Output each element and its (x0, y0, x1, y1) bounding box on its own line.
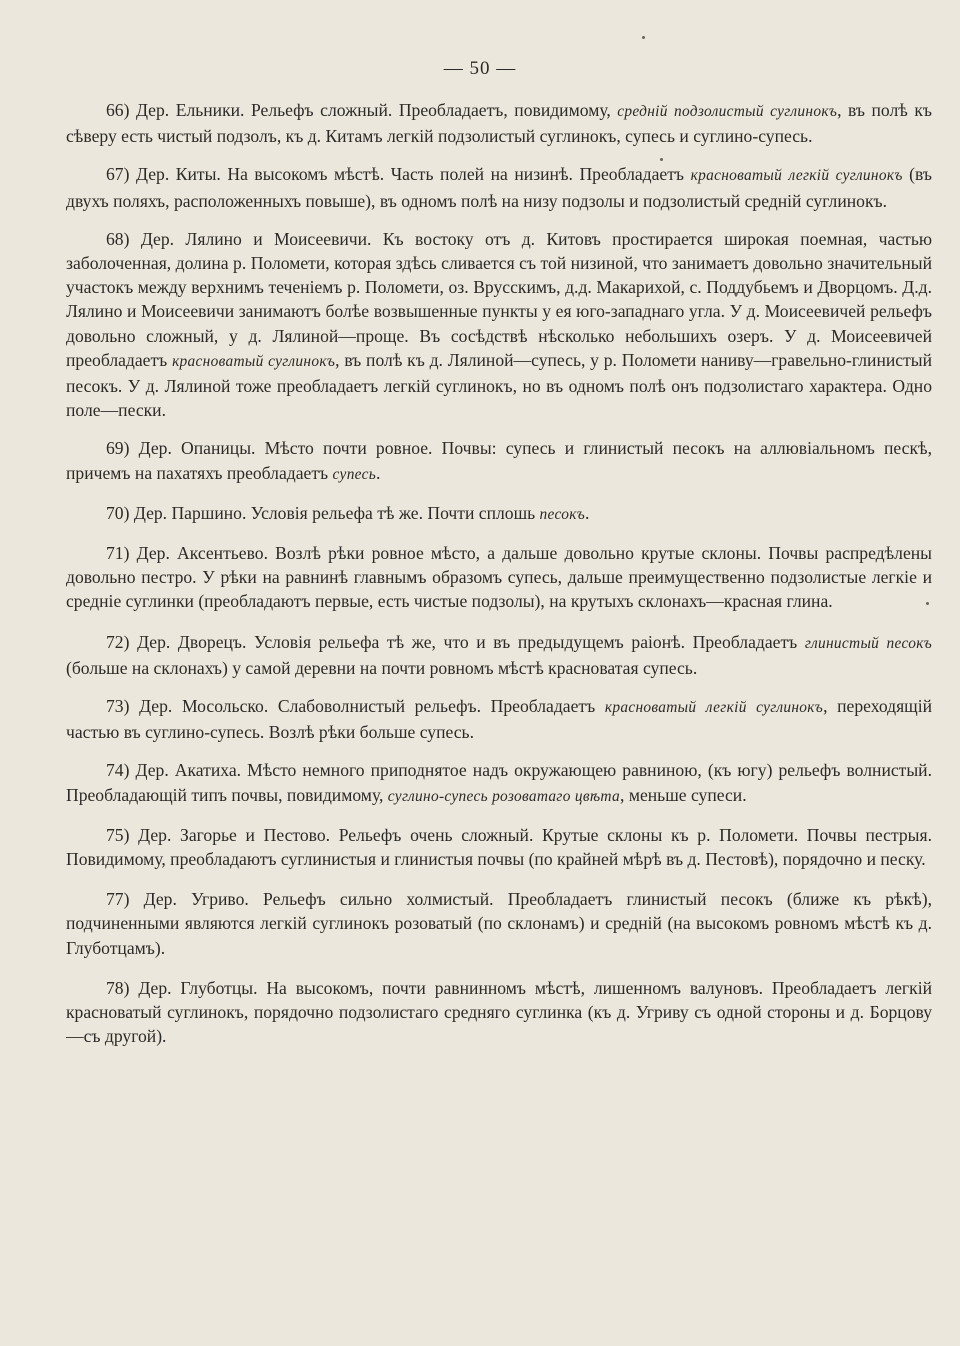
entry-70 (66, 501, 932, 527)
entry-text: , въ полѣ къ д. Лялиной—супесь, у р. Поломети наниву—гравельно-глинистый песокъ. У д. Лялиной тоже преобладаетъ легкiй суглинокъ, но въ одномъ полѣ онъ подзолистаго характера. Одно поле—пески. (66, 349, 933, 421)
page-body (66, 98, 932, 1065)
entry-text: (больше на склонахъ) у самой деревни на почти ровномъ мѣстѣ красноватая супесь. (66, 657, 698, 678)
entry-italic-term: среднiй подзолистый суглинокъ (617, 103, 838, 120)
entry-text: 69) Дер. Опаницы. Мѣсто почти ровное. Почвы: супесь и глинистый песокъ на аллювiальномъ пескѣ, причемъ на пахатяхъ преобладаетъ (66, 438, 932, 483)
entry-text: 66) Дер. Ельники. Рельефъ сложный. Преобладаетъ, повидимому, (106, 100, 618, 120)
entry-67 (66, 162, 932, 212)
entry-73 (66, 694, 932, 744)
entry-71 (66, 541, 932, 616)
page-number: — 50 — (443, 58, 517, 79)
entry-68 (66, 227, 932, 423)
entry-text: 67) Дер. Киты. На высокомъ мѣстѣ. Часть полей на низинѣ. Преобладаетъ (106, 164, 691, 185)
entry-text: , меньше супеси. (620, 784, 747, 805)
entry-text: 78) Дер. Глуботцы. На высокомъ, почти равнинномъ мѣстѣ, лишенномъ валуновъ. Преобладаетъ легкiй красноватый суглинокъ, порядочно подзолистаго средняго суглинка (къ д. Угриву съ одной стороны и д. Борцову—съ другой). (66, 977, 932, 1047)
entry-text: 73) Дер. Мосольско. Слабоволнистый рельефъ. Преобладаетъ (106, 696, 605, 717)
entry-text: . (376, 462, 381, 483)
entry-text: (въ двухъ поляхъ, расположенныхъ повыше), въ одномъ полѣ на низу подзолы и подзолистый среднiй суглинокъ. (66, 164, 932, 211)
scan-speck (642, 36, 645, 39)
entry-italic-term: глинистый песокъ (804, 634, 932, 652)
entry-75 (66, 823, 932, 873)
entry-text: 75) Дер. Загорье и Пестово. Рельефъ очень сложный. Крутые склоны къ р. Поломети. Почвы пестрыя. Повидимому, преобладаютъ суглинистыя и глинистыя почвы (по крайней мѣрѣ въ д. Пестовѣ), порядочно и песку. (66, 824, 932, 870)
entry-text: 68) Дер. Лялино и Моисеевичи. Къ востоку отъ д. Китовъ простирается широкая поемная, частью заболоченная, долина р. Поломети, которая здѣсь сливается съ той низиной, что занимаетъ довольно значительный участокъ между верхнимъ теченiемъ р. Поломети, оз. Врусскимъ, д.д. Макарихой, с. Поддубьемъ и Дворцомъ. Д.д. Лялино и Моисеевичи занимаютъ болѣе возвышенные пункты у ея юго-западнаго угла. У д. Моисеевичей рельефъ довольно сложный, у д. Лялиной—проще. Въ сосѣдствѣ нѣсколько небольшихъ озеръ. У д. Моисеевичей преобладаетъ (66, 228, 932, 370)
entry-text: 74) Дер. Акатиха. Мѣсто немного приподнятое надъ окружающею равниною, (къ югу) рельефъ волнистый. Преобладающiй типъ почвы, повидимому, (66, 760, 932, 805)
scan-speck (926, 602, 929, 605)
entry-italic-term: красноватый суглинокъ (172, 352, 336, 370)
entry-italic-term: красноватый легкiй суглинокъ (604, 699, 824, 717)
entry-78 (66, 976, 932, 1051)
entry-italic-term: суглино-супесь розоватаго цвѣта (387, 787, 621, 805)
scan-speck (660, 158, 663, 161)
entry-69 (66, 436, 932, 486)
entry-text: 70) Дер. Паршино. Условiя рельефа тѣ же. Почти сплошь (106, 502, 540, 523)
entry-text: 77) Дер. Угриво. Рельефъ сильно холмистый. Преобладаетъ глинистый песокъ (ближе къ рѣкѣ), подчиненными являются легкiй суглинокъ розоватый (по склонамъ) и среднiй (на высокомъ ровномъ мѣстѣ къ д. Глуботцамъ). (66, 889, 932, 958)
entry-74 (66, 758, 932, 808)
entry-text: 72) Дер. Дворецъ. Условiя рельефа тѣ же, что и въ предыдущемъ раiонѣ. Преобладаетъ (106, 631, 805, 652)
entry-text: , переходящiй частью въ суглино-супесь. Возлѣ рѣки больше супесь. (66, 696, 933, 743)
entry-italic-term: песокъ (539, 505, 586, 523)
entry-italic-term: супесь (332, 465, 377, 483)
entry-77 (66, 887, 932, 962)
entry-text: , въ полѣ къ сѣверу есть чистый подзолъ, къ д. Китамъ легкiй подзолистый суглинокъ, супесь и суглино-супесь. (66, 100, 932, 147)
entry-72 (66, 630, 932, 680)
entry-italic-term: красноватый легкiй суглинокъ (690, 167, 903, 185)
entry-66 (66, 98, 932, 148)
entry-text: 71) Дер. Аксентьево. Возлѣ рѣки ровное мѣсто, а дальше довольно крутые склоны. Почвы распредѣлены довольно пестро. У рѣки на равнинѣ главнымъ образомъ супесь, дальше преимущественно подзолистые легкiе и среднiе суглинки (преобладаютъ первые, есть чистые подзолы), на крутыхъ склонахъ—красная глина. (66, 543, 932, 612)
entry-text: . (585, 502, 590, 523)
